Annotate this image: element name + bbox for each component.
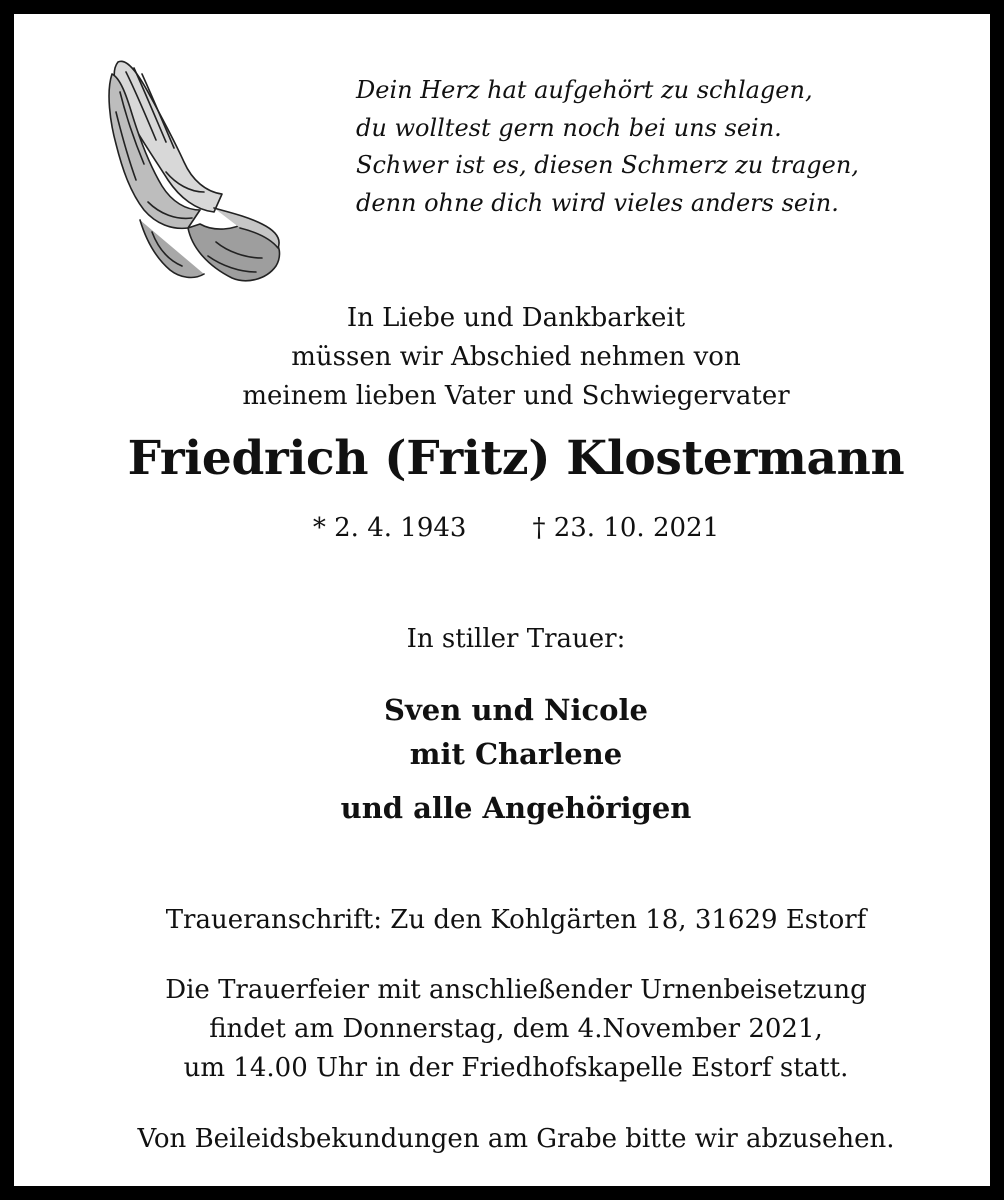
poem-line: denn ohne dich wird vieles anders sein. <box>356 188 839 217</box>
death-date: † 23. 10. 2021 <box>532 513 720 543</box>
life-dates <box>14 510 1004 546</box>
service-info <box>14 971 1004 1088</box>
birth-date: * 2. 4. 1943 <box>312 513 467 543</box>
condolence-note: Von Beileidsbekundungen am Grabe bitte wir abzusehen. <box>137 1124 895 1154</box>
praying-hands-icon <box>96 52 286 284</box>
service-line: Die Trauerfeier mit anschließender Urnenbeisetzung <box>165 975 867 1005</box>
deceased-name: Friedrich (Fritz) Klostermann <box>127 431 905 486</box>
intro-text <box>14 299 1004 416</box>
poem <box>356 72 976 222</box>
intro-line: müssen wir Abschied nehmen von <box>291 342 741 372</box>
service-line: findet am Donnerstag, dem 4.November 2021, <box>209 1014 823 1044</box>
relatives-line: und alle Angehörigen <box>340 791 692 825</box>
poem-line: du wolltest gern noch bei uns sein. <box>356 113 782 142</box>
poem-line: Schwer ist es, diesen Schmerz zu tragen, <box>356 151 859 179</box>
intro-line: In Liebe und Dankbarkeit <box>346 303 686 333</box>
service-line: um 14.00 Uhr in der Friedhofskapelle Estorf statt. <box>183 1053 849 1083</box>
mourning-address: Traueranschrift: Zu den Kohlgärten 18, 31629 Estorf <box>165 905 867 935</box>
mourner-line: Sven und Nicole <box>384 693 648 727</box>
intro-line: meinem lieben Vater und Schwiegervater <box>242 381 790 411</box>
poem-line: Dein Herz hat aufgehört zu schlagen, <box>356 76 813 104</box>
mourning-heading: In stiller Trauer: <box>406 624 626 654</box>
mourner-line: mit Charlene <box>409 737 623 771</box>
mourners <box>14 688 1004 830</box>
